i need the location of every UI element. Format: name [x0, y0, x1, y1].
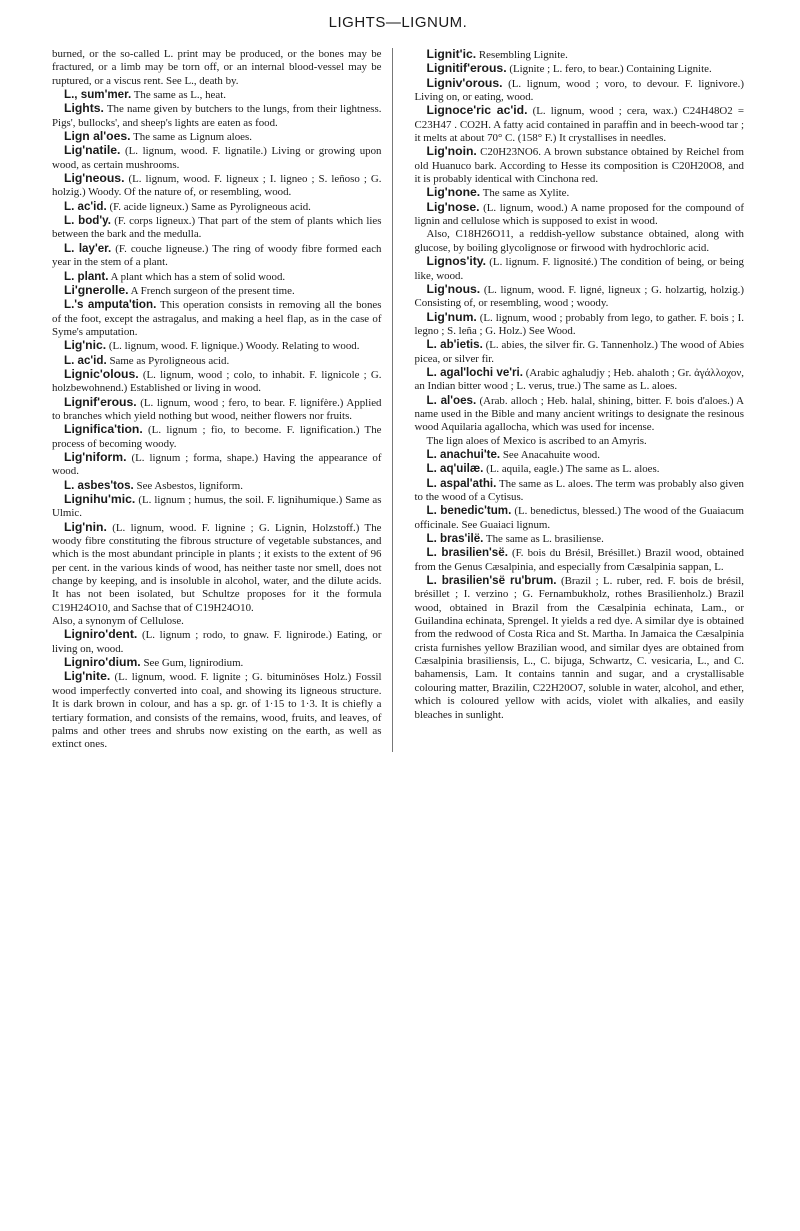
entry-definition: (Brazil ; L. ruber, red. F. bois de brésil, brésillet ; I. verzino ; G. Fernambukholz, rothes Brasilienholz.) Brazil wood, obtained in Brazil from the Cæsalpinia echinata, Lam., or Guilandina echinata, Sprengel. It yields a red dye. A similar dye is obtained from the redwood of Costa Rica and St. Martha. In Jamaica the Cæsalpinia crista furnishes yellow Brazilian wood, and similar dyes are obtained from Cæsalpinia brasiliensis, L., C. bijuga, Schwartz, C. vesicaria, L., and C. bahamensis, Lam. It contains tannin and sugar, and a crystallisable colouring matter, Brazilin, C22H20O7, soluble in water, alcohol, and ether, which is coloured yellow with acids, violet with alkalies, and easily bleaches in sunlight. — [414, 575, 744, 721]
dictionary-entry — [52, 396, 382, 424]
entry-definition: The same as L. brasiliense. — [485, 533, 604, 546]
dictionary-entry — [415, 201, 745, 229]
right-column — [415, 48, 745, 752]
entry-definition: (F. corps ligneux.) That part of the stem of plants which lies between the bark and the medulla. — [52, 215, 382, 241]
entry-definition: The same as Xylite. — [482, 187, 570, 200]
entry-headword: L. bras'ilë. — [426, 532, 484, 546]
entry-definition: A plant which has a stem of solid wood. — [110, 270, 286, 283]
entry-definition: See Asbestos, ligniform. — [136, 479, 243, 492]
entry-headword: Lig'num. — [426, 309, 477, 324]
dictionary-entry — [52, 628, 382, 656]
dictionary-entry — [52, 284, 382, 298]
dictionary-entry — [52, 615, 382, 628]
dictionary-entry — [52, 339, 382, 353]
entry-definition: (L. lignum, wood. F. lignine ; G. Lignin, Holzstoff.) The woody fibre constituting the fibrous structure of vegetable substances, and which is the most abundant principle in plants ; it exists to the extent of 96 per cent. in the various kinds of wood, has neither taste nor smell, does not change by keeping, and is insoluble in alcohol, water, and the dilute acids. It has not been isolated, but Schultze proposes for it the formula C19H24O10, and Sachse that of C19H24O10. — [52, 521, 382, 614]
dictionary-entry — [52, 242, 382, 270]
entry-definition: (L. lignum, wood ; voro, to devour. F. lignivore.) Living on, or eating, wood. — [414, 77, 744, 104]
entry-definition: (L. lignum, wood ; cera, wax.) C24H48O2 = C23H47 . CO2H. A fatty acid contained in paraffin and in beech-wood tar ; it melts at about 70° C. (158° F.) It crystallises in needles. — [414, 105, 744, 145]
dictionary-entry — [52, 493, 382, 521]
dictionary-entry — [415, 48, 745, 62]
entry-definition: (L. benedictus, blessed.) The wood of the Guaiacum officinale. See Guaiaci lignum. — [414, 505, 744, 531]
entry-definition: A French surgeon of the present time. — [130, 284, 295, 297]
entry-headword: L. ab'ietis. — [426, 338, 483, 352]
left-column — [52, 48, 393, 752]
entry-definition: (L. lignum. F. lignosité.) The condition of being, or being like, wood. — [414, 256, 744, 282]
dictionary-entry — [52, 479, 382, 493]
entry-definition: (L. lignum, wood. F. lignique.) Woody. Relating to wood. — [108, 340, 360, 353]
entry-headword: L. aq'uilæ. — [426, 462, 484, 476]
dictionary-entry — [415, 448, 745, 462]
entry-headword: Ligniv'orous. — [426, 75, 503, 90]
dictionary-entry — [52, 298, 382, 339]
entry-headword: Lig'nite. — [64, 669, 111, 684]
entry-headword: Lig'nic. — [64, 338, 107, 353]
dictionary-entry — [52, 354, 382, 368]
dictionary-entry — [415, 366, 745, 394]
dictionary-entry — [52, 88, 382, 102]
entry-headword: Lig'noin. — [426, 144, 477, 159]
entry-definition: (Arabic aghaludjy ; Heb. ahaloth ; Gr. ἀγάλλοχον, an Indian bitter wood ; L. verus, true.) The same as L. aloes. — [414, 366, 744, 393]
dictionary-entry — [52, 144, 382, 172]
entry-definition: (F. couche ligneuse.) The ring of woody fibre formed each year in the stem of a plant. — [52, 242, 382, 269]
entry-definition: (L. lignum ; forma, shape.) Having the appearance of wood. — [52, 451, 382, 478]
dictionary-entry — [415, 228, 745, 255]
entry-headword: Lignos'ity. — [426, 254, 487, 269]
dictionary-entry — [415, 145, 745, 186]
entry-definition: Resembling Lignite. — [478, 49, 568, 61]
dictionary-entry — [52, 48, 382, 88]
entry-definition: (L. lignum, wood ; colo, to inhabit. F. lignicole ; G. holzbewohnend.) Established or living in wood. — [52, 368, 382, 395]
dictionary-entry — [415, 462, 745, 476]
dictionary-entry — [415, 77, 745, 105]
entry-definition: (L. lignum ; rodo, to gnaw. F. lignirode.) Eating, or living on, wood. — [52, 629, 382, 655]
entry-headword: Lig'neous. — [64, 171, 125, 186]
entry-headword: Lignifica'tion. — [64, 422, 143, 437]
entry-definition: Also, C18H26O11, a reddish-yellow substance obtained, along with glucose, by boiling glycolignose or firwood with hydrochloric acid. — [414, 228, 744, 254]
entry-headword: Lign al'oes. — [64, 129, 131, 144]
dictionary-entry — [415, 477, 745, 505]
dictionary-entry — [415, 394, 745, 435]
entry-definition: (L. lignum, wood.) A name proposed for the compound of lignin and cellulose which is supposed to exist in wood. — [414, 201, 744, 228]
entry-headword: Lignihu'mic. — [64, 492, 136, 506]
entry-definition: C20H23NO6. A brown substance obtained by Reichel from old Huanuco bark. According to Hesse its composition is C20H20O8, and it is probably identical with Cinchona red. — [414, 146, 744, 186]
running-head: LIGHTS—LIGNUM. — [328, 14, 468, 31]
entry-definition: (L. lignum, wood. F. lignite ; G. bituminöses Holz.) Fossil wood imperfectly converted into coal, and showing its ligneous structure. It is dark brown in colour, and has a sp. gr. of 1·15 to 1·3. It is chiefly a tertiary formation, and consists of the remains, wood, fruits, and leaves, of palms and other trees and shrubs now existing on the earth, as well as extinct ones. — [52, 671, 382, 751]
dictionary-entry — [52, 423, 382, 451]
dictionary-entry — [415, 255, 745, 283]
dictionary-entry — [52, 656, 382, 670]
entry-definition: The lign aloes of Mexico is ascribed to an Amyris. — [426, 434, 647, 447]
entry-definition: (L. lignum, wood ; fero, to bear. F. lignifère.) Applied to branches which yield nothing but wood, neither flowers nor fruits. — [52, 396, 382, 422]
entry-headword: Lignitif'erous. — [426, 61, 507, 76]
entry-definition: (L. lignum, wood. F. ligné, ligneux ; G. holzartig, holzig.) Consisting of, or resembling, wood ; woody. — [414, 283, 744, 310]
dictionary-entry — [415, 186, 745, 200]
dictionary-entry — [415, 546, 745, 574]
entry-definition: Same as Pyroligneous acid. — [109, 354, 230, 367]
entry-headword: L. plant. — [64, 269, 109, 283]
entry-definition: (L. abies, the silver fir. G. Tannenholz.) The wood of Abies picea, or silver fir. — [414, 339, 744, 365]
dictionary-entry — [415, 532, 745, 546]
dictionary-entry — [415, 283, 745, 311]
entry-definition: See Gum, lignirodium. — [143, 657, 244, 670]
dictionary-entry — [52, 200, 382, 214]
entry-headword: Lig'nin. — [64, 519, 107, 534]
dictionary-entry — [415, 311, 745, 339]
entry-headword: Lignit'ic. — [426, 47, 477, 61]
dictionary-entry — [52, 172, 382, 200]
dictionary-entry — [52, 102, 382, 130]
dictionary-entry — [52, 270, 382, 284]
entry-headword: Ligniro'dium. — [64, 655, 141, 670]
entry-definition: This operation consists in removing all the bones of the foot, except the astragalus, and making a heel flap, as in the case of Syme's amputation. — [52, 299, 382, 338]
dictionary-entry — [52, 521, 382, 615]
entry-headword: Lignoce'ric ac'id. — [426, 103, 528, 118]
entry-definition: The same as Lignum aloes. — [133, 131, 252, 144]
dictionary-entry — [52, 368, 382, 396]
entry-headword: L., sum'mer. — [64, 88, 132, 102]
entry-headword: L. asbes'tos. — [64, 478, 134, 492]
entry-headword: Lignif'erous. — [64, 394, 137, 409]
entry-headword: L. ac'id. — [64, 199, 107, 213]
entry-definition: (F. acide ligneux.) Same as Pyroligneous acid. — [109, 200, 311, 213]
dictionary-entry — [415, 104, 745, 145]
entry-headword: Li'gnerolle. — [64, 282, 129, 297]
dictionary-entry — [415, 62, 745, 76]
entry-headword: Lig'natile. — [64, 143, 121, 158]
entry-headword: Ligniro'dent. — [64, 627, 138, 642]
entry-headword: Lig'nous. — [426, 281, 481, 296]
dictionary-entry — [415, 338, 745, 366]
entry-headword: L. ac'id. — [64, 353, 107, 367]
dictionary-entry — [415, 504, 745, 532]
entry-headword: L. brasilien'së ru'brum. — [426, 574, 557, 588]
entry-definition: Also, a synonym of Cellulose. — [52, 615, 184, 628]
entry-definition: See Anacahuite wood. — [502, 448, 600, 461]
entry-headword: Lig'nose. — [426, 199, 480, 214]
entry-headword: Lig'none. — [426, 185, 481, 200]
entry-definition: burned, or the so-called L. print may be produced, or the bones may be fractured, or a limb may be torn off, or an internal blood-vessel may be ruptured, or a viscus rent. See L., death by. — [52, 48, 382, 87]
entry-definition: (L. lignum, wood. F. lignatile.) Living or growing upon wood, as certain mushrooms. — [52, 145, 382, 171]
entry-headword: Lig'niform. — [64, 449, 127, 464]
dictionary-entry — [52, 451, 382, 479]
entry-headword: L. anachui'te. — [426, 447, 501, 461]
entry-headword: L.'s amputa'tion. — [64, 298, 157, 312]
entry-headword: L. agal'lochi ve'ri. — [426, 365, 523, 379]
entry-definition: (L. lignum ; fio, to become. F. lignification.) The process of becoming woody. — [52, 424, 382, 450]
entry-headword: Lights. — [64, 101, 104, 116]
entry-definition: The name given by butchers to the lungs, from their lightness. Pigs', bullocks', and sheep's lights are eaten as food. — [52, 103, 382, 129]
entry-headword: L. benedic'tum. — [426, 504, 512, 518]
entry-definition: (L. aquila, eagle.) The same as L. aloes. — [486, 463, 660, 476]
dictionary-entry — [52, 130, 382, 144]
entry-definition: (Arab. alloch ; Heb. halal, shining, bitter. F. bois d'aloes.) A name used in the Bible and many ancient writings to designate the resinous wood Aquilaria agallocha, which was used for incense. — [414, 394, 744, 434]
entry-definition: The same as L. aloes. The term was probably also given to the wood of a Cytisus. — [414, 477, 745, 503]
entry-headword: L. bod'y. — [64, 214, 111, 228]
entry-headword: L. aspal'athi. — [426, 476, 497, 490]
entry-headword: L. brasilien'së. — [426, 546, 508, 560]
columns — [52, 48, 744, 752]
entry-definition: (L. lignum, wood. F. ligneux ; I. ligneo ; S. leñoso ; G. holzig.) Woody. Of the nature of, or resembling, wood. — [52, 173, 382, 199]
dictionary-entry — [415, 435, 745, 448]
entry-definition: (L. lignum, wood ; probably from lego, to gather. F. bois ; I. legno ; S. leña ; G. Holz.) See Wood. — [414, 311, 744, 337]
entry-headword: L. lay'er. — [64, 241, 112, 255]
entry-definition: (F. bois du Brésil, Brésillet.) Brazil wood, obtained from the Genus Cæsalpinia, and especially from Cæsalpinia sappan, L. — [414, 547, 744, 573]
entry-headword: Lignic'olous. — [64, 366, 139, 381]
entry-definition: (Lignite ; L. fero, to bear.) Containing Lignite. — [509, 63, 712, 76]
entry-definition: (L. lignum ; humus, the soil. F. lignihumique.) Same as Ulmic. — [52, 494, 382, 520]
entry-definition: The same as L., heat. — [133, 89, 226, 102]
dictionary-entry — [52, 214, 382, 242]
dictionary-entry — [415, 574, 745, 722]
entry-headword: L. al'oes. — [426, 393, 477, 407]
dictionary-entry — [52, 670, 382, 751]
